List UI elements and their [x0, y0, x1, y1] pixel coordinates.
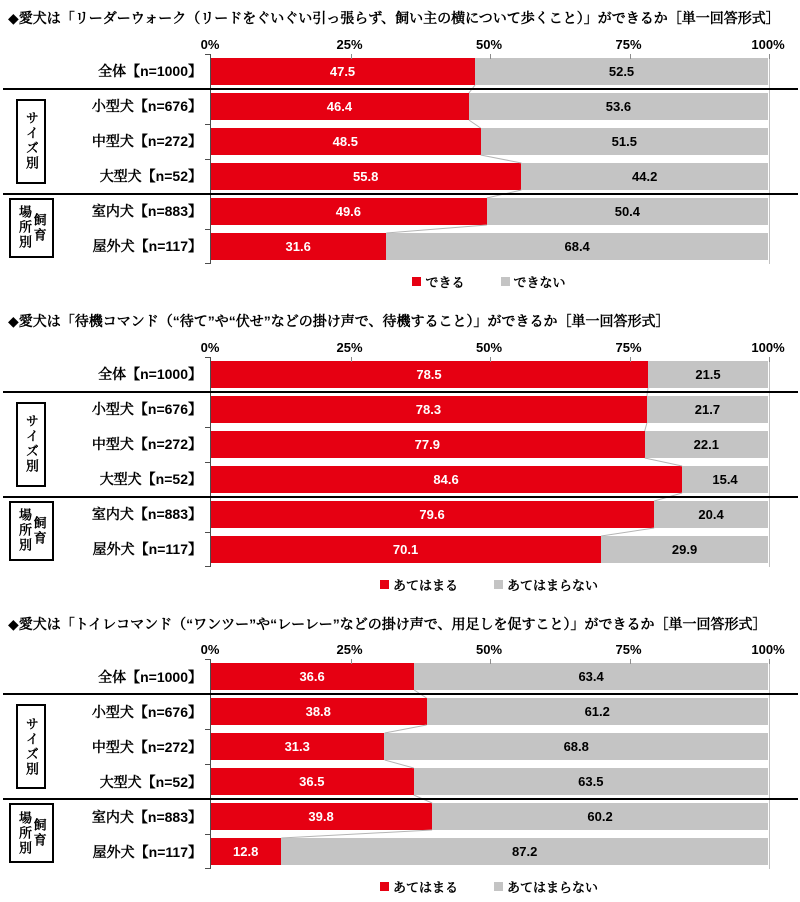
legend-label: あてはまらない	[507, 880, 599, 896]
axis-tick-label: 75%	[615, 339, 642, 355]
bar-segment-yes	[210, 361, 648, 388]
bar-segment-yes	[210, 536, 601, 563]
bar-value-label: 29.9	[671, 541, 698, 557]
bar-row	[3, 159, 798, 194]
group-separator-line	[3, 193, 798, 195]
bar-segment-yes	[210, 768, 414, 795]
legend-swatch-icon	[494, 882, 503, 891]
bar-track	[210, 163, 768, 190]
legend	[210, 264, 768, 297]
bar-segment-yes	[210, 128, 481, 155]
bar-segment-no	[475, 58, 768, 85]
row-label: 中型犬【n=272】	[91, 436, 202, 453]
bar-segment-no	[432, 803, 768, 830]
axis-tick-label: 25%	[336, 36, 363, 52]
bar-row	[3, 729, 798, 764]
bar-segment-yes	[210, 466, 682, 493]
legend-item	[412, 272, 464, 291]
axis-tick-label: 25%	[336, 339, 363, 355]
bar-value-label: 79.6	[419, 506, 445, 522]
bar-segment-yes	[210, 163, 521, 190]
x-axis	[200, 335, 785, 357]
axis-tick-label: 100%	[751, 36, 785, 52]
bar-value-label: 50.4	[614, 203, 641, 219]
bar-value-label: 60.2	[587, 809, 613, 825]
bar-segment-yes	[210, 838, 281, 865]
bar-segment-yes	[210, 501, 654, 528]
group-box-size	[16, 402, 46, 487]
chart-block	[3, 2, 798, 297]
bar-value-label: 78.3	[415, 401, 442, 417]
group-separator-line	[3, 798, 798, 800]
plot-body	[3, 357, 798, 567]
bar-value-label: 51.5	[611, 133, 637, 149]
row-label: 大型犬【n=52】	[99, 168, 202, 185]
legend-item	[380, 877, 458, 896]
group-label-text: 場所別	[17, 810, 32, 856]
axis-tick-label: 0%	[200, 36, 220, 52]
bar-track	[210, 233, 768, 260]
row-label: 屋外犬【n=117】	[92, 238, 202, 255]
bar-segment-no	[647, 396, 768, 423]
row-label: 全体【n=1000】	[98, 366, 202, 383]
bar-segment-yes	[210, 93, 469, 120]
bar-value-label: 70.1	[392, 541, 419, 557]
bar-segment-yes	[210, 431, 645, 458]
legend-swatch-icon	[380, 580, 389, 589]
bar-row	[3, 357, 798, 392]
x-axis	[200, 32, 785, 54]
bar-value-label: 21.7	[694, 401, 721, 417]
row-label: 小型犬【n=676】	[91, 401, 202, 418]
row-label: 屋外犬【n=117】	[92, 541, 202, 558]
row-label: 大型犬【n=52】	[99, 773, 202, 790]
group-separator-line	[3, 88, 798, 90]
bar-track	[210, 501, 768, 528]
row-label: 全体【n=1000】	[98, 668, 202, 685]
axis-tick-label: 0%	[200, 339, 220, 355]
bar-segment-no	[469, 93, 768, 120]
bar-segment-no	[427, 698, 768, 725]
row-label: 大型犬【n=52】	[99, 471, 202, 488]
bar-row	[3, 194, 798, 229]
bar-value-label: 77.9	[414, 436, 440, 452]
axis-tick-label: 50%	[475, 36, 503, 52]
bar-track	[210, 431, 768, 458]
group-label-text: 飼育	[31, 515, 47, 546]
bar-value-label: 12.8	[233, 844, 259, 860]
bar-value-label: 78.5	[416, 366, 442, 382]
bar-track	[210, 466, 768, 493]
legend-label: あてはまる	[392, 880, 458, 896]
bar-track	[210, 93, 768, 120]
group-box-housing-location	[9, 803, 54, 863]
bar-value-label: 22.1	[693, 436, 719, 452]
bar-value-label: 68.8	[563, 739, 589, 755]
bar-track	[210, 663, 768, 690]
bar-value-label: 87.2	[512, 844, 538, 860]
legend-swatch-icon	[494, 580, 503, 589]
bar-segment-yes	[210, 803, 432, 830]
legend-swatch-icon	[412, 277, 421, 286]
row-label: 中型犬【n=272】	[91, 133, 202, 150]
chart-block	[3, 305, 798, 600]
group-label-text: サイズ別	[23, 414, 39, 475]
bar-value-label: 38.8	[305, 704, 331, 720]
row-label: 全体【n=1000】	[98, 63, 202, 80]
bar-segment-no	[654, 501, 768, 528]
bar-segment-no	[601, 536, 768, 563]
legend-item	[501, 272, 566, 291]
bar-segment-no	[682, 466, 768, 493]
axis-tick-label: 50%	[475, 339, 503, 355]
bar-track	[210, 198, 768, 225]
bar-value-label: 15.4	[712, 471, 738, 487]
chart-title: ◆愛犬は「トイレコマンド（“ワンツー”や“レーレー”などの掛け声で、用足しを促すこと）」ができるか［単一回答形式］	[8, 615, 767, 632]
legend-item	[380, 575, 458, 594]
bar-segment-no	[521, 163, 768, 190]
bar-value-label: 68.4	[564, 238, 590, 254]
bar-value-label: 53.6	[605, 98, 632, 114]
legend-label: できる	[425, 274, 465, 290]
bar-segment-no	[481, 128, 768, 155]
group-box-size	[16, 99, 46, 184]
bar-value-label: 49.6	[335, 203, 362, 219]
axis-tick-label: 50%	[475, 642, 503, 658]
axis-tick-label: 75%	[615, 642, 642, 658]
bar-segment-no	[414, 768, 768, 795]
axis-tick-label: 25%	[336, 642, 363, 658]
group-box-housing-location	[9, 501, 54, 561]
group-box-housing-location	[9, 198, 54, 258]
group-label-text: 場所別	[17, 508, 32, 554]
bar-row	[3, 659, 798, 694]
bar-row	[3, 124, 798, 159]
bar-value-label: 31.3	[284, 739, 310, 755]
bar-value-label: 47.5	[329, 63, 356, 79]
plot-body	[3, 659, 798, 869]
legend-swatch-icon	[501, 277, 510, 286]
bar-value-label: 39.8	[308, 809, 334, 825]
bar-track	[210, 838, 768, 865]
group-label-text: 場所別	[17, 205, 32, 251]
row-label: 屋外犬【n=117】	[92, 843, 202, 860]
axis-tick-label: 100%	[751, 339, 785, 355]
bar-value-label: 63.5	[578, 774, 604, 790]
plot-body	[3, 54, 798, 264]
bar-segment-yes	[210, 733, 384, 760]
row-label: 室内犬【n=883】	[91, 808, 202, 825]
bar-segment-yes	[210, 198, 487, 225]
bar-value-label: 46.4	[326, 98, 353, 114]
bar-segment-yes	[210, 233, 386, 260]
bar-row	[3, 392, 798, 427]
bar-value-label: 44.2	[632, 168, 658, 184]
bar-value-label: 31.6	[285, 238, 311, 254]
legend	[210, 567, 768, 600]
axis-tick-label: 75%	[615, 36, 642, 52]
bar-value-label: 52.5	[608, 63, 635, 79]
bar-segment-no	[386, 233, 768, 260]
bar-value-label: 48.5	[332, 133, 358, 149]
bar-track	[210, 733, 768, 760]
group-box-size	[16, 704, 46, 789]
legend-label: あてはまらない	[507, 577, 599, 593]
bar-segment-no	[487, 198, 768, 225]
row-label: 中型犬【n=272】	[91, 738, 202, 755]
axis-tick-label: 100%	[751, 642, 785, 658]
bar-track	[210, 536, 768, 563]
bar-value-label: 36.6	[299, 669, 325, 685]
bar-segment-no	[281, 838, 768, 865]
bar-track	[210, 768, 768, 795]
survey-charts-page	[3, 2, 800, 902]
bar-segment-yes	[210, 663, 414, 690]
bar-row	[3, 54, 798, 89]
bar-segment-no	[414, 663, 768, 690]
bar-track	[210, 698, 768, 725]
bar-row	[3, 764, 798, 799]
bar-row	[3, 694, 798, 729]
bar-value-label: 20.4	[698, 506, 724, 522]
bar-value-label: 55.8	[353, 168, 379, 184]
bar-track	[210, 803, 768, 830]
legend-swatch-icon	[380, 882, 389, 891]
bar-row	[3, 229, 798, 264]
x-axis	[200, 637, 785, 659]
bar-row	[3, 834, 798, 869]
bar-row	[3, 497, 798, 532]
legend-label: あてはまる	[392, 577, 458, 593]
bar-segment-yes	[210, 698, 427, 725]
row-label: 小型犬【n=676】	[91, 98, 202, 115]
bar-row	[3, 462, 798, 497]
legend-item	[494, 575, 598, 594]
chart-title: ◆愛犬は「待機コマンド（“待て”や“伏せ”などの掛け声で、待機すること）」ができるか［単一回答形式］	[8, 312, 670, 329]
row-label: 室内犬【n=883】	[91, 203, 202, 220]
axis-tick-label: 0%	[200, 642, 220, 658]
bar-row	[3, 427, 798, 462]
legend	[210, 869, 768, 902]
bar-track	[210, 128, 768, 155]
bar-row	[3, 532, 798, 567]
row-label: 室内犬【n=883】	[91, 506, 202, 523]
group-label-text: 飼育	[31, 212, 47, 243]
group-separator-line	[3, 391, 798, 393]
bar-segment-yes	[210, 58, 475, 85]
chart-block	[3, 608, 798, 902]
group-separator-line	[3, 693, 798, 695]
bar-segment-no	[645, 431, 768, 458]
group-separator-line	[3, 496, 798, 498]
group-label-text: 飼育	[31, 818, 47, 849]
bar-value-label: 61.2	[584, 704, 610, 720]
bar-track	[210, 58, 768, 85]
row-label: 小型犬【n=676】	[91, 703, 202, 720]
bar-track	[210, 361, 768, 388]
bar-value-label: 36.5	[299, 774, 325, 790]
bar-segment-no	[648, 361, 768, 388]
bar-value-label: 63.4	[578, 669, 604, 685]
legend-item	[494, 877, 598, 896]
bar-row	[3, 89, 798, 124]
group-label-text: サイズ別	[23, 716, 39, 777]
bar-value-label: 21.5	[695, 366, 721, 382]
group-label-text: サイズ別	[23, 111, 39, 172]
bar-track	[210, 396, 768, 423]
legend-label: できない	[513, 274, 566, 290]
bar-row	[3, 799, 798, 834]
chart-title: ◆愛犬は「リーダーウォーク（リードをぐいぐい引っ張らず、飼い主の横について歩くこと）」ができるか［単一回答形式］	[8, 10, 780, 26]
bar-segment-no	[384, 733, 768, 760]
bar-value-label: 84.6	[433, 471, 459, 487]
bar-segment-yes	[210, 396, 647, 423]
